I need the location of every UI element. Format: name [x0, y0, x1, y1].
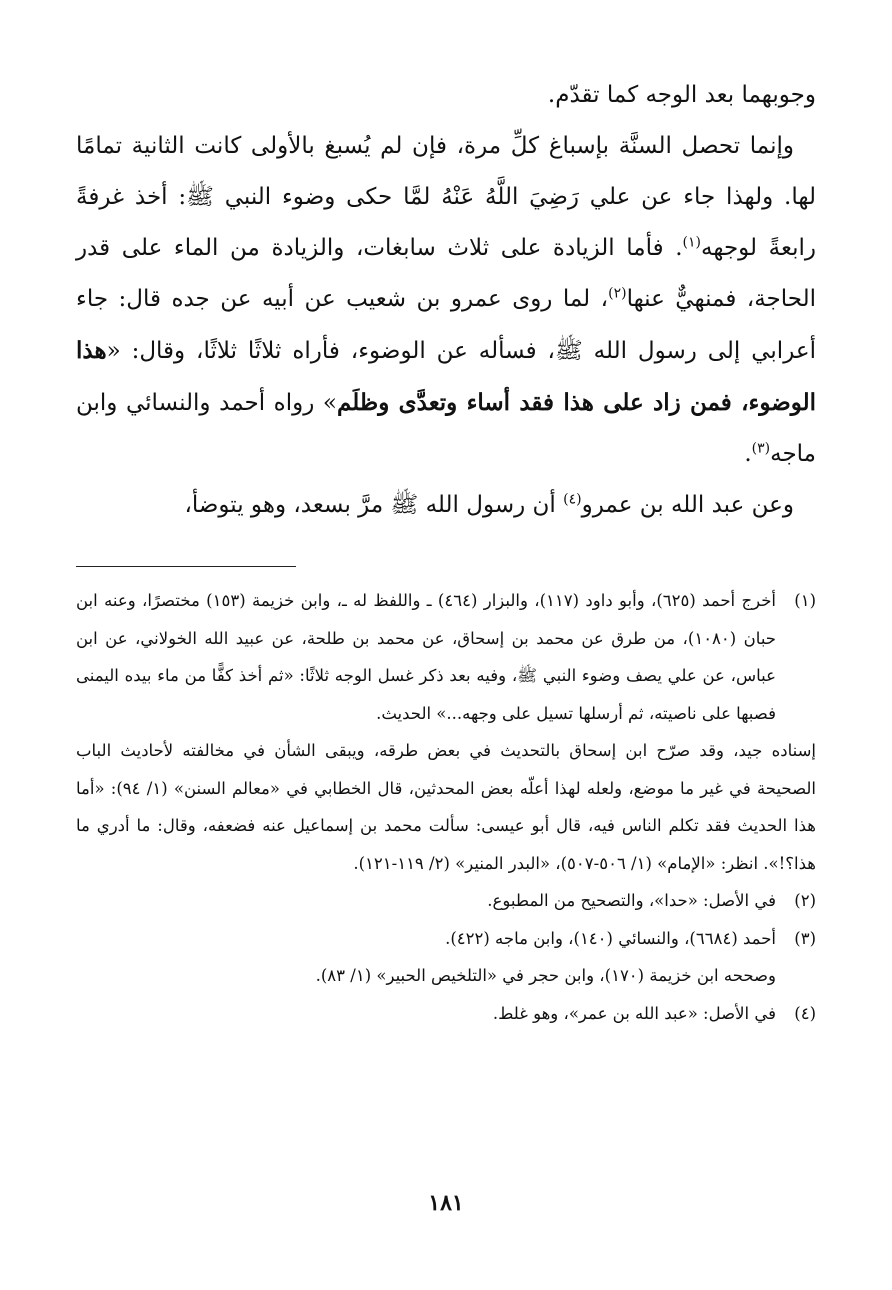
- footnote-1-number: (١): [794, 591, 816, 610]
- paragraph-2-part-e: .: [744, 441, 752, 467]
- footnote-2: [76, 882, 816, 920]
- footnote-4-text: في الأصل: «عبد الله بن عمر»، وهو غلط.: [492, 1003, 776, 1023]
- footnote-ref-2[interactable]: (٢): [608, 285, 627, 302]
- footnote-4-number: (٤): [794, 1003, 816, 1023]
- footnote-3-continuation: وصححه ابن خزيمة (١٧٠)، وابن حجر في «التلخيص الحبير» (١/ ٨٣).: [315, 966, 776, 985]
- paragraph-2-part-d: » رواه أحمد والنسائي وابن ماجه: [76, 390, 816, 467]
- footnote-4: [76, 995, 816, 1033]
- footnote-1: [76, 582, 816, 732]
- paragraph-2-part-b: . فأما الزيادة على ثلاث سابغات، والزيادة من الماء على قدر الحاجة، فمنهيٌّ عنها: [76, 235, 816, 312]
- paragraph-2-part-a: وإنما تحصل السنَّة بإسباغ كلِّ مرة، فإن لم يُسبغ بالأولى كانت الثانية تمامًا لها. ولهذا جاء عن علي رَضِيَ اللَّهُ عَنْهُ لمَّا حكى وضوء النبي ﷺ: أخذ غرفةً رابعةً لوجهه: [76, 133, 816, 261]
- footnote-1-continuation: إسناده جيد، وقد صرّح ابن إسحاق بالتحديث في بعض طرقه، ويبقى الشأن في مخالفته لأحاديث الباب الصحيحة في غير ما موضع، ولعله لهذا أعلّه بعض المحدثين، قال الخطابي في «معالم السنن» (١/ ٩٤): «أما هذا الحديث فقد تكلم الناس فيه، قال أبو عيسى: سألت محمد بن إسماعيل عنه فضعفه، وقال: ما أدري ما هذا؟!». انظر: «الإمام» (١/ ٥٠٦-٥٠٧)، «البدر المنير» (٢/ ١١٩-١٢١).: [76, 741, 816, 873]
- footnote-ref-1[interactable]: (١): [682, 234, 702, 251]
- footnote-3-number: (٣): [794, 928, 816, 948]
- footnote-1-text: أخرج أحمد (٦٢٥)، وأبو داود (١١٧)، والبزار (٤٦٤) ـ واللفظ له ـ، وابن خزيمة (١٥٣) مختصرًا، وعنه ابن حبان (١٠٨٠)، من طرق عن محمد بن إسحاق، عن محمد بن طلحة، عن عبيد الله الخولاني، عن ابن عباس، عن علي يصف وضوء النبي ﷺ، وفيه بعد ذكر غسل الوجه ثلاثًا: «ثم أخذ كفًّا من ماء بيده اليمنى فصبها على ناصيته، ثم أرسلها تسيل على وجهه...» الحديث.: [76, 591, 777, 723]
- footnote-ref-3[interactable]: (٣): [751, 440, 771, 457]
- paragraph-3-part-b: أن رسول الله ﷺ مرَّ بسعد، وهو يتوضأ،: [184, 492, 564, 518]
- footnote-2-number: (٢): [794, 891, 816, 910]
- paragraph-3: [76, 480, 816, 531]
- footnote-ref-4[interactable]: (٤): [563, 491, 582, 508]
- hadith-quote: هذا الوضوء، فمن زاد على هذا فقد أساء وتعدَّى وظلَم: [76, 337, 817, 416]
- footnote-divider: [76, 566, 296, 567]
- footnote-2-text: في الأصل: «حدا»، والتصحيح من المطبوع.: [487, 891, 776, 910]
- paragraph-1: وجوبهما بعد الوجه كما تقدّم.: [547, 82, 816, 108]
- footnote-3: [76, 920, 816, 958]
- paragraph-2: [76, 121, 816, 480]
- footnote-3-text: أحمد (٦٦٨٤)، والنسائي (١٤٠)، وابن ماجه (٤٢٢).: [445, 928, 776, 948]
- page-number: ١٨١: [428, 1190, 464, 1216]
- paragraph-3-part-a: وعن عبد الله بن عمرو: [581, 492, 794, 518]
- paragraph-2-part-c: ، لما روى عمرو بن شعيب عن أبيه عن جده قال: جاء أعرابي إلى رسول الله ﷺ، فسأله عن الوضوء، فأراه ثلاثًا ثلاثًا، وقال: «: [76, 286, 816, 364]
- main-text: [76, 70, 816, 531]
- footnotes: [76, 582, 816, 1032]
